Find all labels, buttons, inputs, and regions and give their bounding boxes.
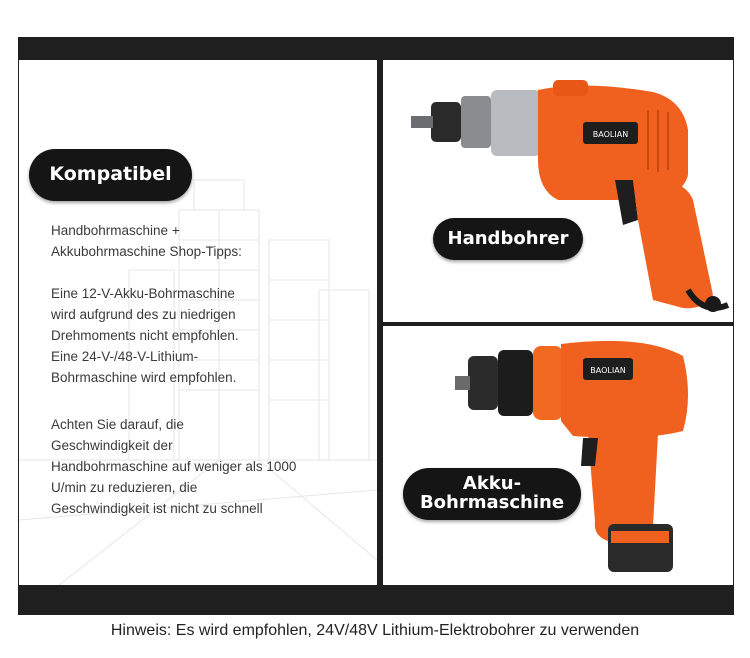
voltage-recommendation bbox=[51, 283, 341, 388]
shop-tips-heading bbox=[51, 220, 341, 262]
text-line: Handbohrmaschine + bbox=[51, 223, 180, 238]
text-line: Handbohrmaschine auf weniger als 1000 bbox=[51, 459, 297, 474]
cordless-drill-panel bbox=[383, 326, 733, 585]
text-line: U/min zu reduzieren, die bbox=[51, 480, 198, 495]
text-line: Bohrmaschine wird empfohlen. bbox=[51, 370, 237, 385]
text-line: Achten Sie darauf, die bbox=[51, 417, 184, 432]
brand-label: BAOLIAN bbox=[592, 130, 629, 139]
compatible-badge: Kompatibel bbox=[29, 149, 192, 201]
footer-note: Hinweis: Es wird empfohlen, 24V/48V Lithium-Elektrobohrer zu verwenden bbox=[110, 622, 640, 639]
hand-drill-badge: Handbohrer bbox=[433, 218, 583, 260]
cordless-drill-image bbox=[383, 326, 733, 585]
text-line: Eine 12-V-Akku-Bohrmaschine bbox=[51, 286, 235, 301]
text-line: Geschwindigkeit ist nicht zu schnell bbox=[51, 501, 263, 516]
cordless-drill-badge bbox=[403, 468, 581, 520]
badge-line: Bohrmaschine bbox=[419, 492, 565, 513]
text-line: Akkubohrmaschine Shop-Tipps: bbox=[51, 244, 242, 259]
speed-advice bbox=[51, 414, 341, 519]
brand-label: BAOLIAN bbox=[590, 366, 626, 375]
text-line: wird aufgrund des zu niedrigen bbox=[51, 307, 236, 322]
hand-drill-image bbox=[383, 60, 733, 322]
badge-line: Akku- bbox=[462, 473, 522, 495]
hand-drill-panel bbox=[383, 60, 733, 322]
text-line: Drehmoments nicht empfohlen. bbox=[51, 328, 239, 343]
text-line: Eine 24-V-/48-V-Lithium- bbox=[51, 349, 199, 364]
text-line: Geschwindigkeit der bbox=[51, 438, 173, 453]
